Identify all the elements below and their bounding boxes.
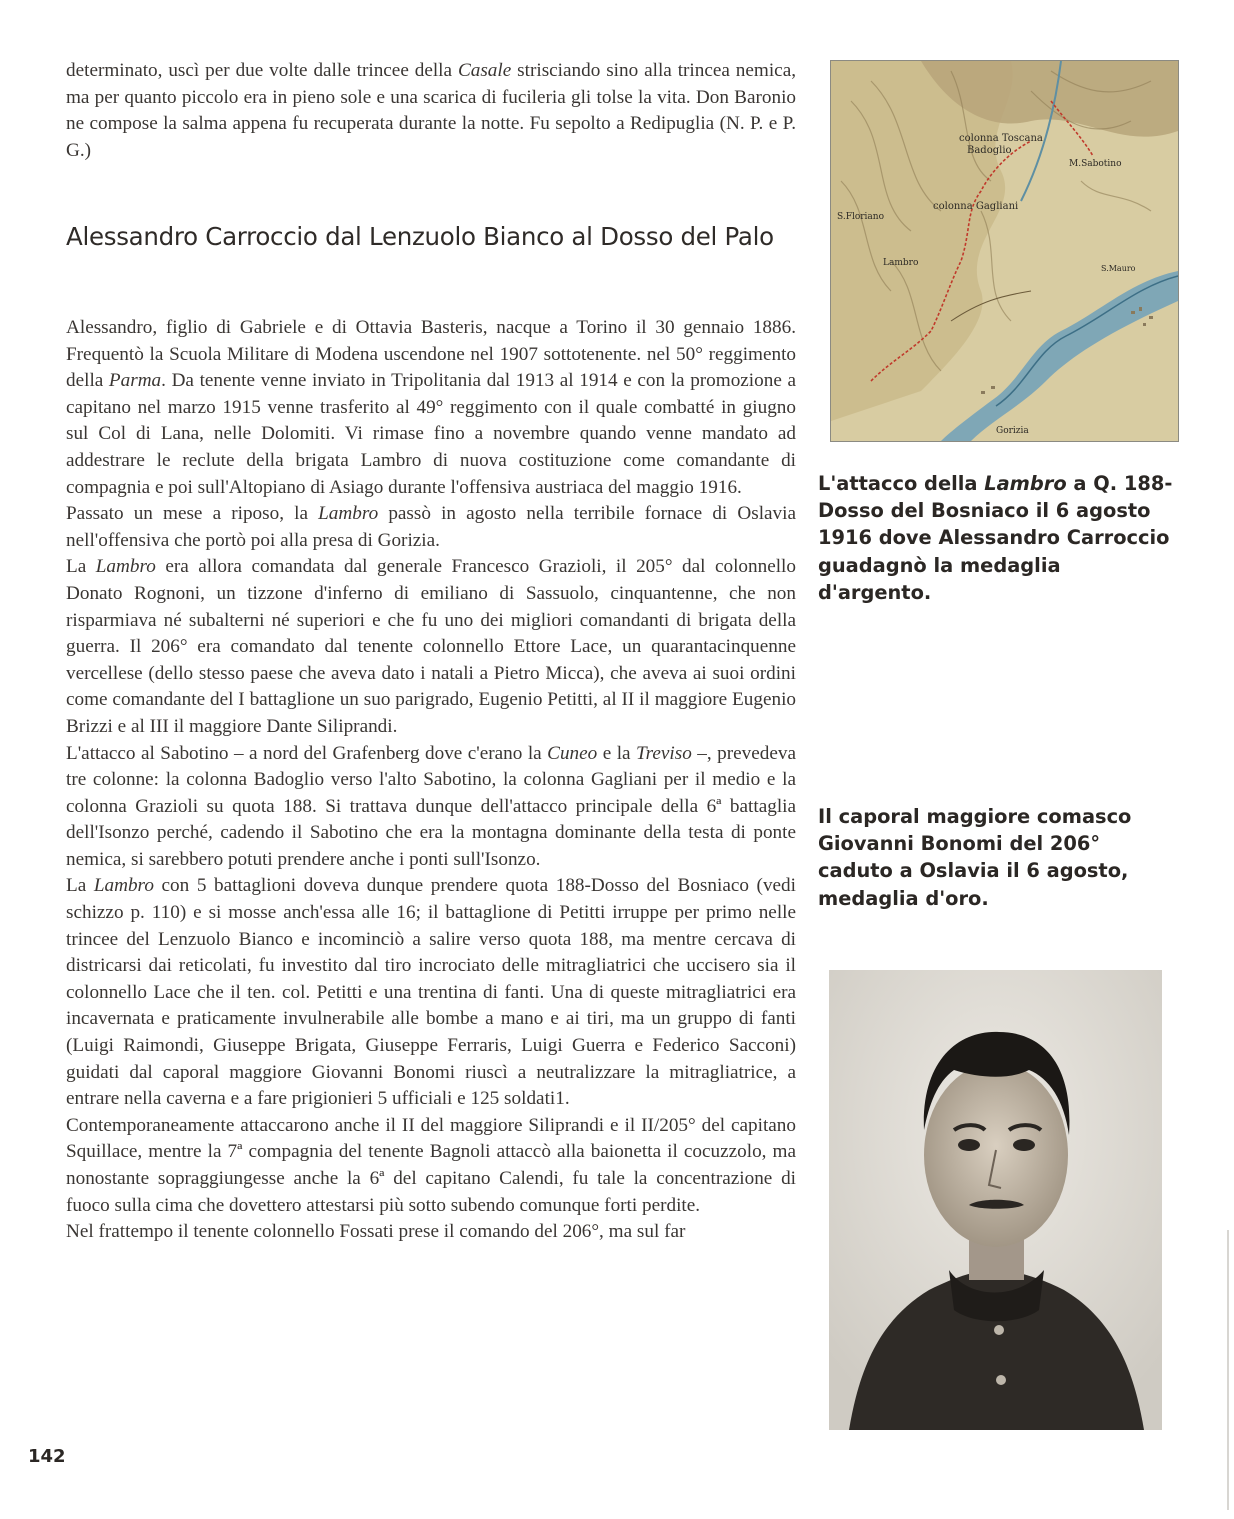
intro-paragraph xyxy=(66,58,796,164)
map-label-colonna-toscana: colonna Toscana xyxy=(959,133,1043,144)
paragraph-4: L'attacco al Sabotino – a nord del Grafenberg dove c'erano la Cuneo e la Treviso –, prevedeva tre colonne: la colonna Badoglio verso l'alto Sabotino, la colonna Gagliani per il medio e la colonna Grazioli su quota 188. Si trattava dunque dell'attacco principale della 6ª battaglia dell'Isonzo perché, cadendo il Sabotino che era la montagna dominante della testa di ponte nemica, si sarebbero potuti prendere anche i ponti sull'Isonzo. xyxy=(66,742,796,870)
paragraph: determinato, uscì per due volte dalle trincee della Casale strisciando sino alla trincea nemica, ma per quanto piccolo era in pieno sole e una scarica di fucileria gli tolse la vita. Don Baronio ne compose la salma appena fu recuperata durante la notte. Fu sepolto a Redipuglia (N. P. e P. G.) xyxy=(66,60,797,161)
map-label-colonna-gagliani: colonna Gagliani xyxy=(933,201,1019,212)
map-label-gorizia: Gorizia xyxy=(996,426,1029,436)
battle-map-image xyxy=(830,60,1179,442)
page-number: 142 xyxy=(28,1446,66,1467)
paragraph-7: Nel frattempo il tenente colonnello Fossati prese il comando del 206°, ma sul far xyxy=(66,1221,686,1243)
main-text xyxy=(66,315,796,1246)
page-edge-line xyxy=(1227,1230,1229,1510)
portrait-illustration xyxy=(829,970,1162,1430)
map-label-lambro: Lambro xyxy=(883,258,919,268)
map-label-badoglio: Badoglio xyxy=(967,145,1012,156)
paragraph-1: Alessandro, figlio di Gabriele e di Ottavia Basteris, nacque a Torino il 30 gennaio 1886. Frequentò la Scuola Militare di Modena uscendone nel 1907 sottotenente. nel 50° reggimento della Parma. Da tenente venne inviato in Tripolitania dal 1913 al 1914 e con la promozione a capitano nel marzo 1915 venne trasferito al 49° reggimento con il quale combatté in giugno sul Col di Lana, nelle Dolomiti. Vi rimase fino a novembre quando venne mandato ad addestrare le reclute della brigata Lambro di nuova costituzione come comandante di compagnia e poi sull'Altopiano di Asiago durante l'offensiva austriaca del maggio 1916. xyxy=(66,317,796,498)
map-label-m-sabotino: M.Sabotino xyxy=(1069,159,1122,169)
map-label-floriano: S.Floriano xyxy=(837,212,885,222)
map-caption: L'attacco della Lambro a Q. 188-Dosso del Bosniaco il 6 agosto 1916 dove Alessandro Carroccio guadagnò la medaglia d'argento. xyxy=(818,472,1173,604)
map-illustration xyxy=(831,61,1178,441)
paragraph-2: Passato un mese a riposo, la Lambro passò in agosto nella terribile fornace di Oslavia nell'offensiva che portò poi alla presa di Gorizia. xyxy=(66,503,796,551)
photo-caption: Il caporal maggiore comasco Giovanni Bonomi del 206° caduto a Oslavia il 6 agosto, medaglia d'oro. xyxy=(818,805,1132,910)
paragraph-5: La Lambro con 5 battaglioni doveva dunque prendere quota 188-Dosso del Bosniaco (vedi schizzo p. 110) e si mosse anch'essa alle 16; il battaglione di Petitti irruppe per primo nelle trincee del Lenzuolo Bianco e incominciò a salire verso quota 188, ma mentre cercava di districarsi dai reticolati, fu investito dal tiro incrociato delle mitragliatrici che uccisero sia il colonnello Lace che il ten. col. Petitti e una trentina di fanti. Una di queste mitragliatrici era incavernata e praticamente invulnerabile alle bombe a mano e ai tiri, ma un gruppo di fanti (Luigi Raimondi, Giuseppe Brigata, Giuseppe Ferraris, Luigi Guerra e Federico Sacconi) guidati dal caporal maggiore Giovanni Bonomi riuscì a neutralizzare la mitragliatrice, a entrare nella caverna e a fare prigionieri 5 ufficiali e 125 soldati1. xyxy=(66,875,796,1110)
portrait-photo xyxy=(829,970,1162,1430)
paragraph-3: La Lambro era allora comandata dal generale Francesco Grazioli, il 205° dal colonnello Donato Rognoni, un tizzone d'inferno di emiliano di Sassuolo, cinquantenne, che non risparmiava né subalterni né superiori e che fu uno dei migliori comandanti di brigata della guerra. Il 206° era comandato dal tenente colonnello Ettore Lace, un quarantacinquenne vercellese (dello stesso paese che aveva dato i natali a Pietro Micca), che aveva ai suoi ordini come comandante del I battaglione un suo parigrado, Eugenio Petitti, al II il maggiore Eugenio Brizzi e al III il maggiore Dante Siliprandi. xyxy=(66,556,796,737)
map-label-s-mauro: S.Mauro xyxy=(1101,264,1136,273)
section-title: Alessandro Carroccio dal Lenzuolo Bianco al Dosso del Palo xyxy=(66,222,774,251)
paragraph-6: Contemporaneamente attaccarono anche il II del maggiore Siliprandi e il II/205° del capitano Squillace, mentre la 7ª compagnia del tenente Bagnoli attaccò alla baionetta il cocuzzolo, ma nonostante sopraggiungesse anche la 6ª del capitano Calendi, fu tale la concentrazione di fuoco sulla cima che dovettero attestarsi più sotto subendo comunque forti perdite. xyxy=(66,1114,796,1216)
